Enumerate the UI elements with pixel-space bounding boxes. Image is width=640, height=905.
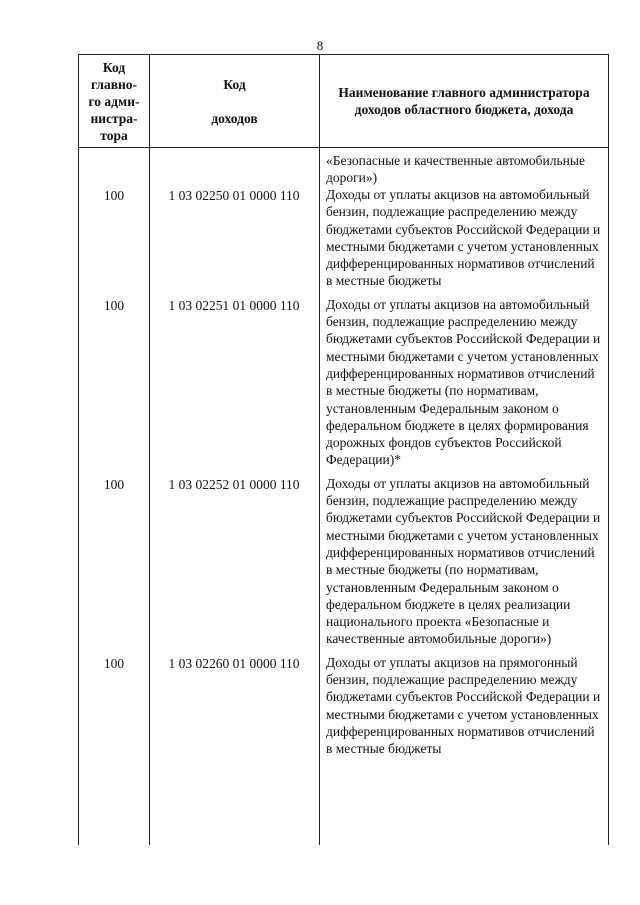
table-body [78, 148, 609, 845]
income-table [78, 54, 609, 845]
admin-code-cell: 100 [103, 476, 125, 492]
admin-code-cell: 100 [103, 188, 125, 203]
continuation-text: «Безопасные и качественные автомобильные дороги») [326, 153, 585, 186]
table-row [79, 296, 608, 469]
income-code-cell: 1 03 02252 01 0000 110 [168, 476, 300, 492]
table-header [78, 54, 609, 148]
income-code-cell: 1 03 02251 01 0000 110 [168, 297, 300, 313]
table-row [79, 475, 608, 648]
income-name-cell: Доходы от уплаты акцизов на автомобильный бензин, подлежащие распределению между бюджетами субъектов Российской Федерации и местными бюджетами с учетом установленных дифференцированных нормативов отчислений в местные бюджеты [326, 187, 601, 289]
admin-code-cell: 100 [103, 655, 125, 671]
table-row [79, 654, 608, 758]
header-admin-code: Код главно- го адми- нистра- тора [79, 55, 150, 147]
income-code-cell: 1 03 02250 01 0000 110 [168, 188, 300, 203]
income-name-cell: Доходы от уплаты акцизов на автомобильный бензин, подлежащие распределению между бюджетами субъектов Российской Федерации и местными бюджетами с учетом установленных дифференцированных нормативов отчислений в местные бюджеты (по нормативам, установленным Федеральным законом о федеральном бюджете в целях формирования дорожных фондов субъектов Российской Федерации)* [326, 296, 601, 468]
income-name-cell: Доходы от уплаты акцизов на прямогонный бензин, подлежащие распределению между бюджетами субъектов Российской Федерации и местными бюджетами с учетом установленных дифференцированных нормативов отчислений в местные бюджеты [326, 654, 601, 757]
header-income-code: Код доходов [150, 55, 320, 147]
table-rows [79, 186, 608, 764]
income-name-cell: Доходы от уплаты акцизов на автомобильный бензин, подлежащие распределению между бюджетами субъектов Российской Федерации и местными бюджетами с учетом установленных дифференцированных нормативов отчислений в местные бюджеты (по нормативам, установленным Федеральным законом о федеральном бюджете в целях реализации национального проекта «Безопасные и качественные автомобильные дороги») [326, 475, 601, 647]
header-name: Наименование главного администратора доходов областного бюджета, дохода [338, 85, 590, 117]
admin-code-cell: 100 [103, 297, 125, 313]
income-code-cell: 1 03 02260 01 0000 110 [168, 655, 300, 671]
page-number: 8 [316, 38, 324, 53]
table-row [79, 186, 608, 290]
